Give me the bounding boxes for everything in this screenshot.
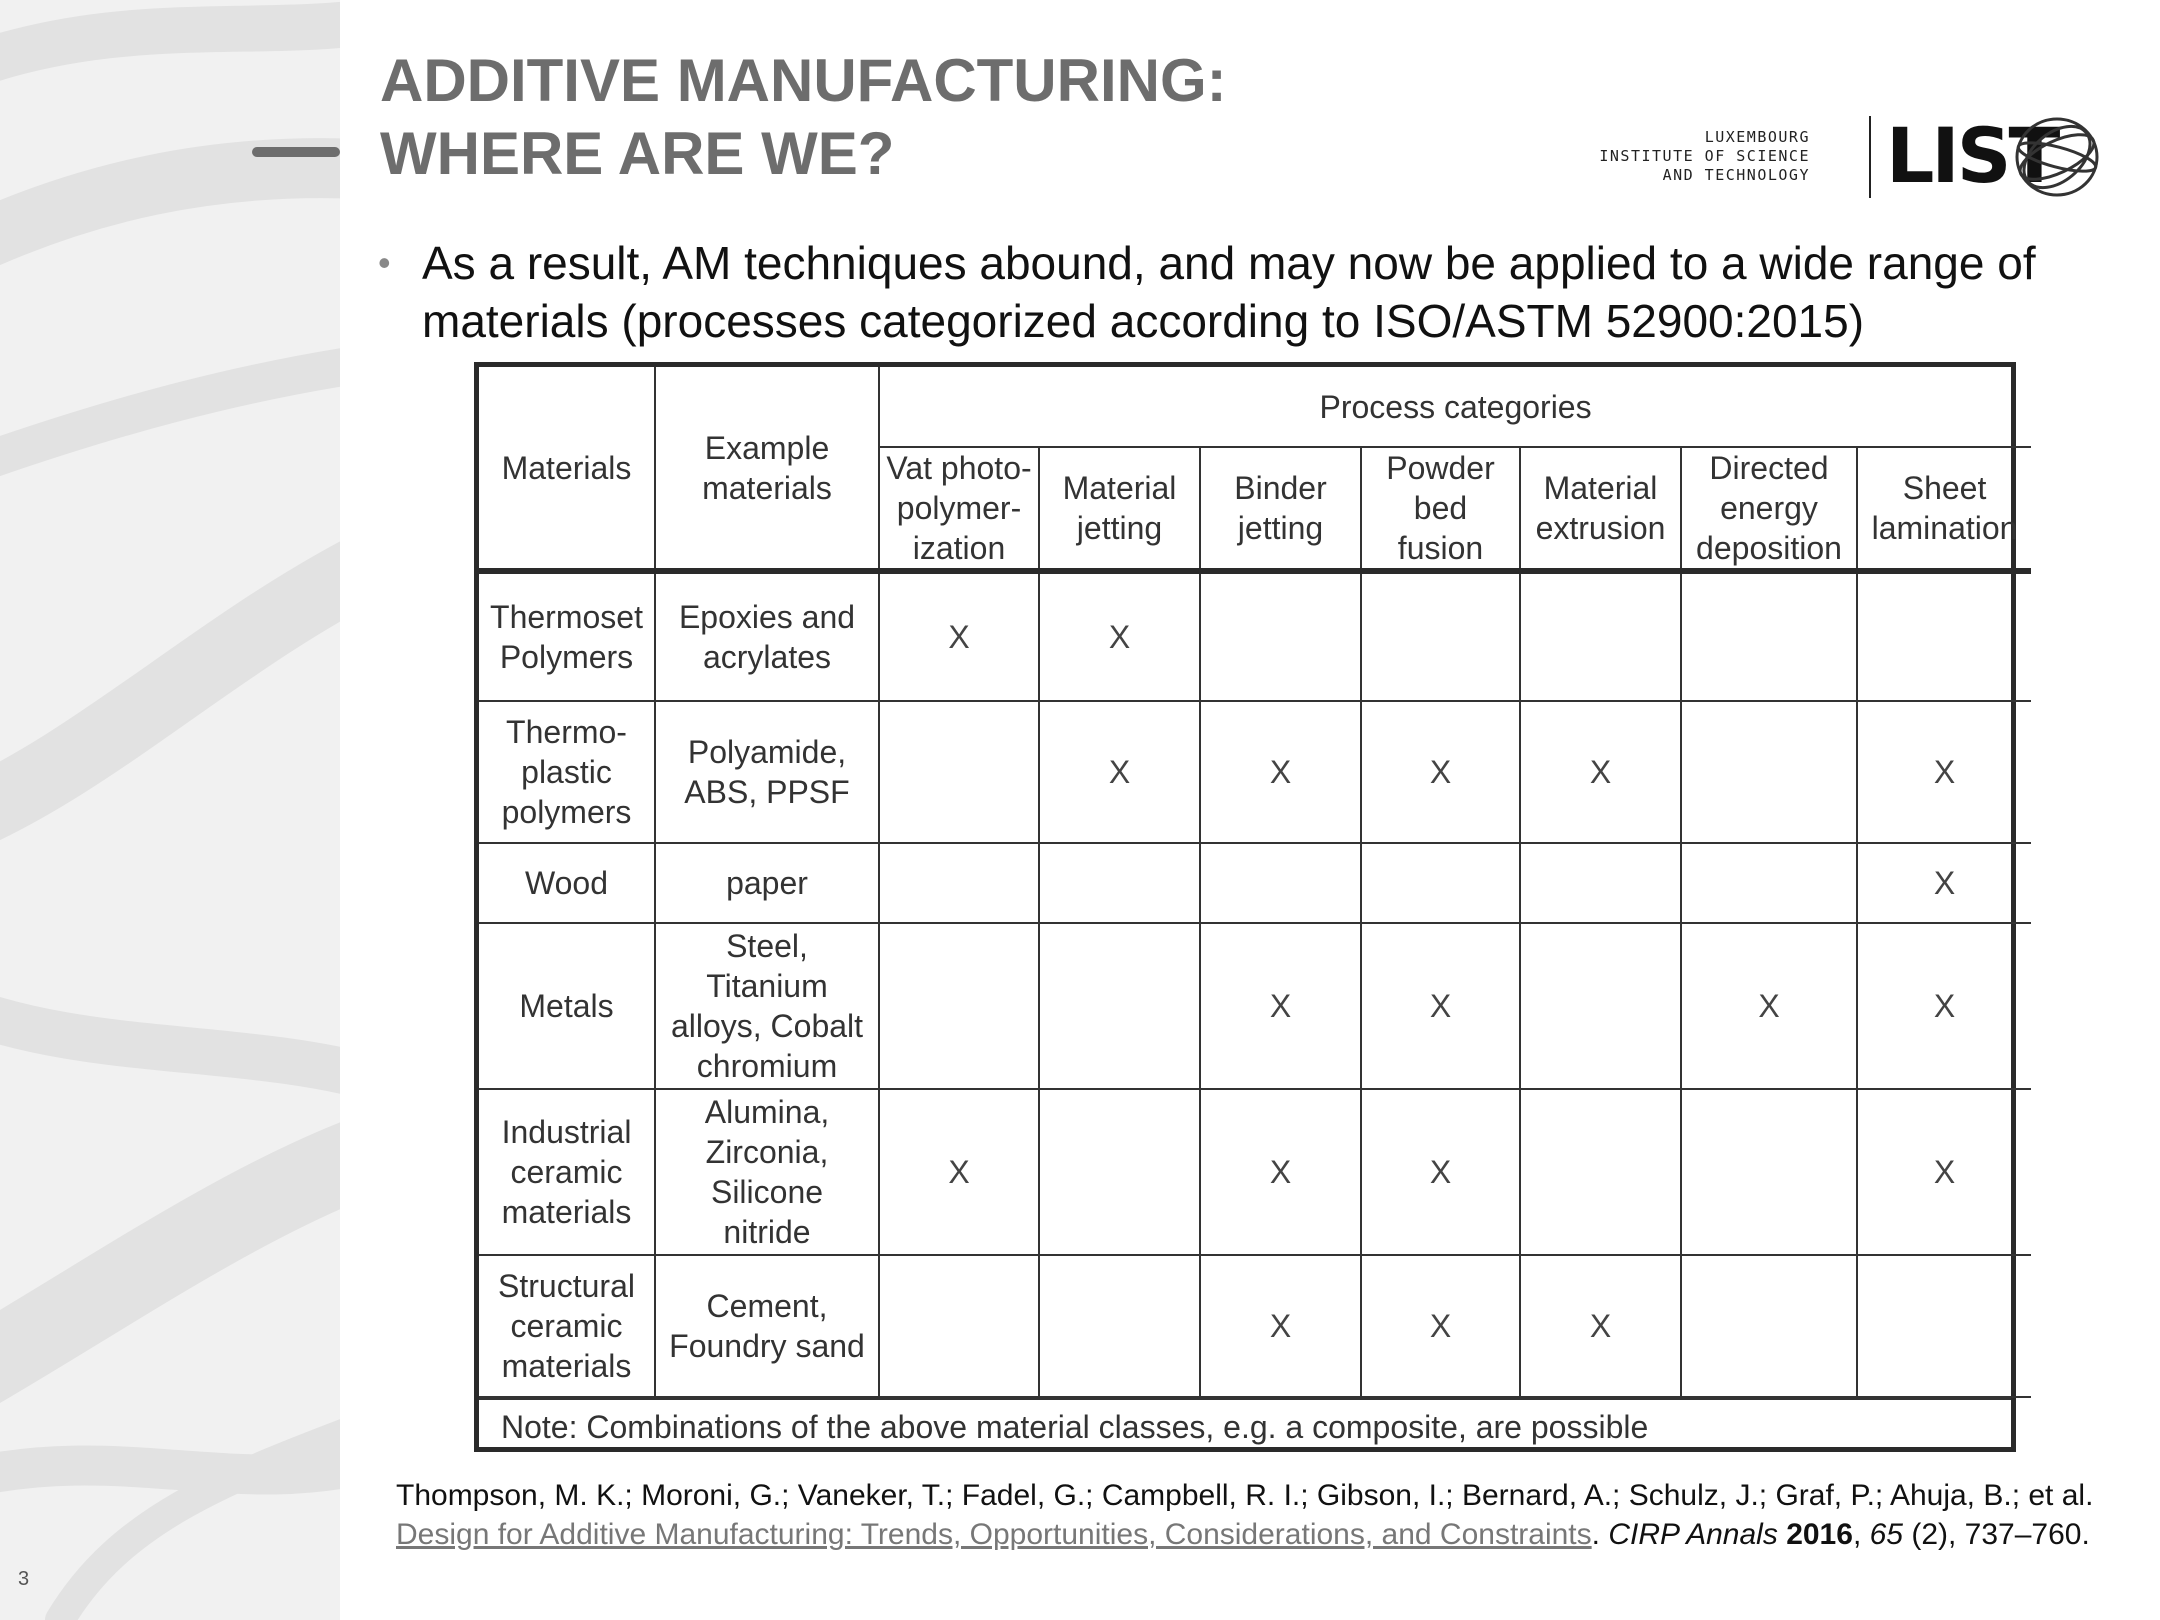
mark-cell bbox=[1361, 571, 1520, 701]
logo-wordmark: LIST bbox=[1886, 111, 2058, 200]
logo-line-3: AND TECHNOLOGY bbox=[1662, 166, 1810, 184]
material-cell: Thermo- plastic polymers bbox=[479, 701, 655, 843]
swirl-decoration bbox=[0, 0, 340, 1620]
citation-year: 2016 bbox=[1786, 1518, 1853, 1551]
example-cell: Alumina, Zirconia, Silicone nitride bbox=[655, 1089, 879, 1255]
process-category-table bbox=[474, 362, 2016, 1452]
material-cell: Thermoset Polymers bbox=[479, 571, 655, 701]
header-process: Directed energy deposition bbox=[1681, 447, 1857, 571]
title-line-1: ADDITIVE MANUFACTURING: bbox=[380, 47, 1227, 114]
citation-period: . bbox=[1591, 1518, 1600, 1551]
mark-cell bbox=[1039, 923, 1200, 1089]
table-row bbox=[479, 843, 2031, 923]
header-process: Sheet lamination bbox=[1857, 447, 2031, 571]
mark-cell: X bbox=[1039, 571, 1200, 701]
mark-cell bbox=[1681, 1255, 1857, 1397]
logo-line-2: INSTITUTE OF SCIENCE bbox=[1599, 147, 1810, 165]
mark-cell bbox=[1520, 1089, 1681, 1255]
example-cell: Cement, Foundry sand bbox=[655, 1255, 879, 1397]
mark-cell: X bbox=[1200, 1255, 1361, 1397]
mark-cell: X bbox=[1520, 701, 1681, 843]
mark-cell: X bbox=[1200, 1089, 1361, 1255]
citation-title-link[interactable]: Design for Additive Manufacturing: Trends, Opportunities, Considerations, and Constraints bbox=[396, 1518, 1592, 1551]
page-number: 3 bbox=[18, 1568, 30, 1590]
mark-cell bbox=[1520, 923, 1681, 1089]
material-cell: Wood bbox=[479, 843, 655, 923]
mark-cell: X bbox=[1039, 701, 1200, 843]
table-row bbox=[479, 701, 2031, 843]
example-cell: Epoxies and acrylates bbox=[655, 571, 879, 701]
citation-issue-pages: (2), 737–760. bbox=[1911, 1518, 2090, 1551]
mark-cell: X bbox=[1857, 1089, 2031, 1255]
mark-cell bbox=[1200, 843, 1361, 923]
mark-cell bbox=[1039, 1089, 1200, 1255]
slide-title bbox=[380, 44, 1227, 190]
bullet-symbol: • bbox=[378, 242, 391, 283]
header-process: Material jetting bbox=[1039, 447, 1200, 571]
table-header-row bbox=[479, 367, 2031, 447]
citation-authors: Thompson, M. K.; Moroni, G.; Vaneker, T.; Fadel, G.; Campbell, R. I.; Gibson, I.; Bernard, A.; Schulz, J.; Graf, P.; Ahuja, B.; et al. bbox=[396, 1479, 2094, 1512]
material-cell: Metals bbox=[479, 923, 655, 1089]
citation-comma: , bbox=[1852, 1518, 1862, 1551]
mark-cell: X bbox=[1200, 923, 1361, 1089]
mark-cell: X bbox=[1200, 701, 1361, 843]
table-row bbox=[479, 571, 2031, 701]
logo-institute-name bbox=[1599, 128, 1810, 185]
material-cell: Industrial ceramic materials bbox=[479, 1089, 655, 1255]
decorative-sidebar bbox=[0, 0, 340, 1620]
header-materials: Materials bbox=[479, 367, 655, 571]
table-note: Note: Combinations of the above material classes, e.g. a composite, are possible bbox=[479, 1398, 2011, 1454]
mark-cell: X bbox=[1857, 923, 2031, 1089]
mark-cell bbox=[1681, 701, 1857, 843]
header-process: Vat photo- polymer- ization bbox=[879, 447, 1039, 571]
materials-process-table bbox=[479, 367, 2031, 1398]
mark-cell bbox=[1039, 843, 1200, 923]
mark-cell bbox=[1681, 571, 1857, 701]
mark-cell: X bbox=[1361, 1255, 1520, 1397]
mark-cell bbox=[879, 701, 1039, 843]
mark-cell bbox=[1857, 571, 2031, 701]
mark-cell bbox=[1681, 843, 1857, 923]
mark-cell bbox=[1200, 571, 1361, 701]
mark-cell bbox=[879, 923, 1039, 1089]
mark-cell: X bbox=[1681, 923, 1857, 1089]
list-logo bbox=[1599, 108, 2110, 208]
example-cell: paper bbox=[655, 843, 879, 923]
mark-cell: X bbox=[879, 571, 1039, 701]
mark-cell: X bbox=[1361, 923, 1520, 1089]
mark-cell bbox=[1520, 843, 1681, 923]
logo-line-1: LUXEMBOURG bbox=[1704, 128, 1810, 146]
table-row bbox=[479, 1089, 2031, 1255]
mark-cell: X bbox=[1857, 843, 2031, 923]
header-example-materials: Example materials bbox=[655, 367, 879, 571]
mark-cell: X bbox=[879, 1089, 1039, 1255]
mark-cell bbox=[879, 1255, 1039, 1397]
mark-cell bbox=[1681, 1089, 1857, 1255]
mark-cell bbox=[1857, 1255, 2031, 1397]
mark-cell: X bbox=[1857, 701, 2031, 843]
title-dash bbox=[252, 147, 340, 157]
citation bbox=[396, 1476, 2116, 1554]
globe-icon bbox=[2012, 112, 2102, 202]
table-row bbox=[479, 923, 2031, 1089]
material-cell: Structural ceramic materials bbox=[479, 1255, 655, 1397]
logo-divider bbox=[1869, 116, 1871, 198]
example-cell: Steel, Titanium alloys, Cobalt chromium bbox=[655, 923, 879, 1089]
mark-cell: X bbox=[1361, 701, 1520, 843]
citation-journal: CIRP Annals bbox=[1608, 1518, 1778, 1551]
header-process: Powder bed fusion bbox=[1361, 447, 1520, 571]
citation-volume: 65 bbox=[1869, 1518, 1903, 1551]
header-process: Binder jetting bbox=[1200, 447, 1361, 571]
mark-cell bbox=[1520, 571, 1681, 701]
mark-cell: X bbox=[1520, 1255, 1681, 1397]
bullet-point bbox=[378, 234, 2098, 350]
title-line-2: WHERE ARE WE? bbox=[380, 120, 895, 187]
bullet-text: As a result, AM techniques abound, and may now be applied to a wide range of materials (processes categorized according to ISO/ASTM 52900:2015) bbox=[422, 237, 2036, 347]
mark-cell bbox=[1039, 1255, 1200, 1397]
mark-cell bbox=[1361, 843, 1520, 923]
mark-cell bbox=[879, 843, 1039, 923]
header-process-categories: Process categories bbox=[879, 367, 2031, 447]
table-row bbox=[479, 1255, 2031, 1397]
example-cell: Polyamide, ABS, PPSF bbox=[655, 701, 879, 843]
header-process: Material extrusion bbox=[1520, 447, 1681, 571]
mark-cell: X bbox=[1361, 1089, 1520, 1255]
